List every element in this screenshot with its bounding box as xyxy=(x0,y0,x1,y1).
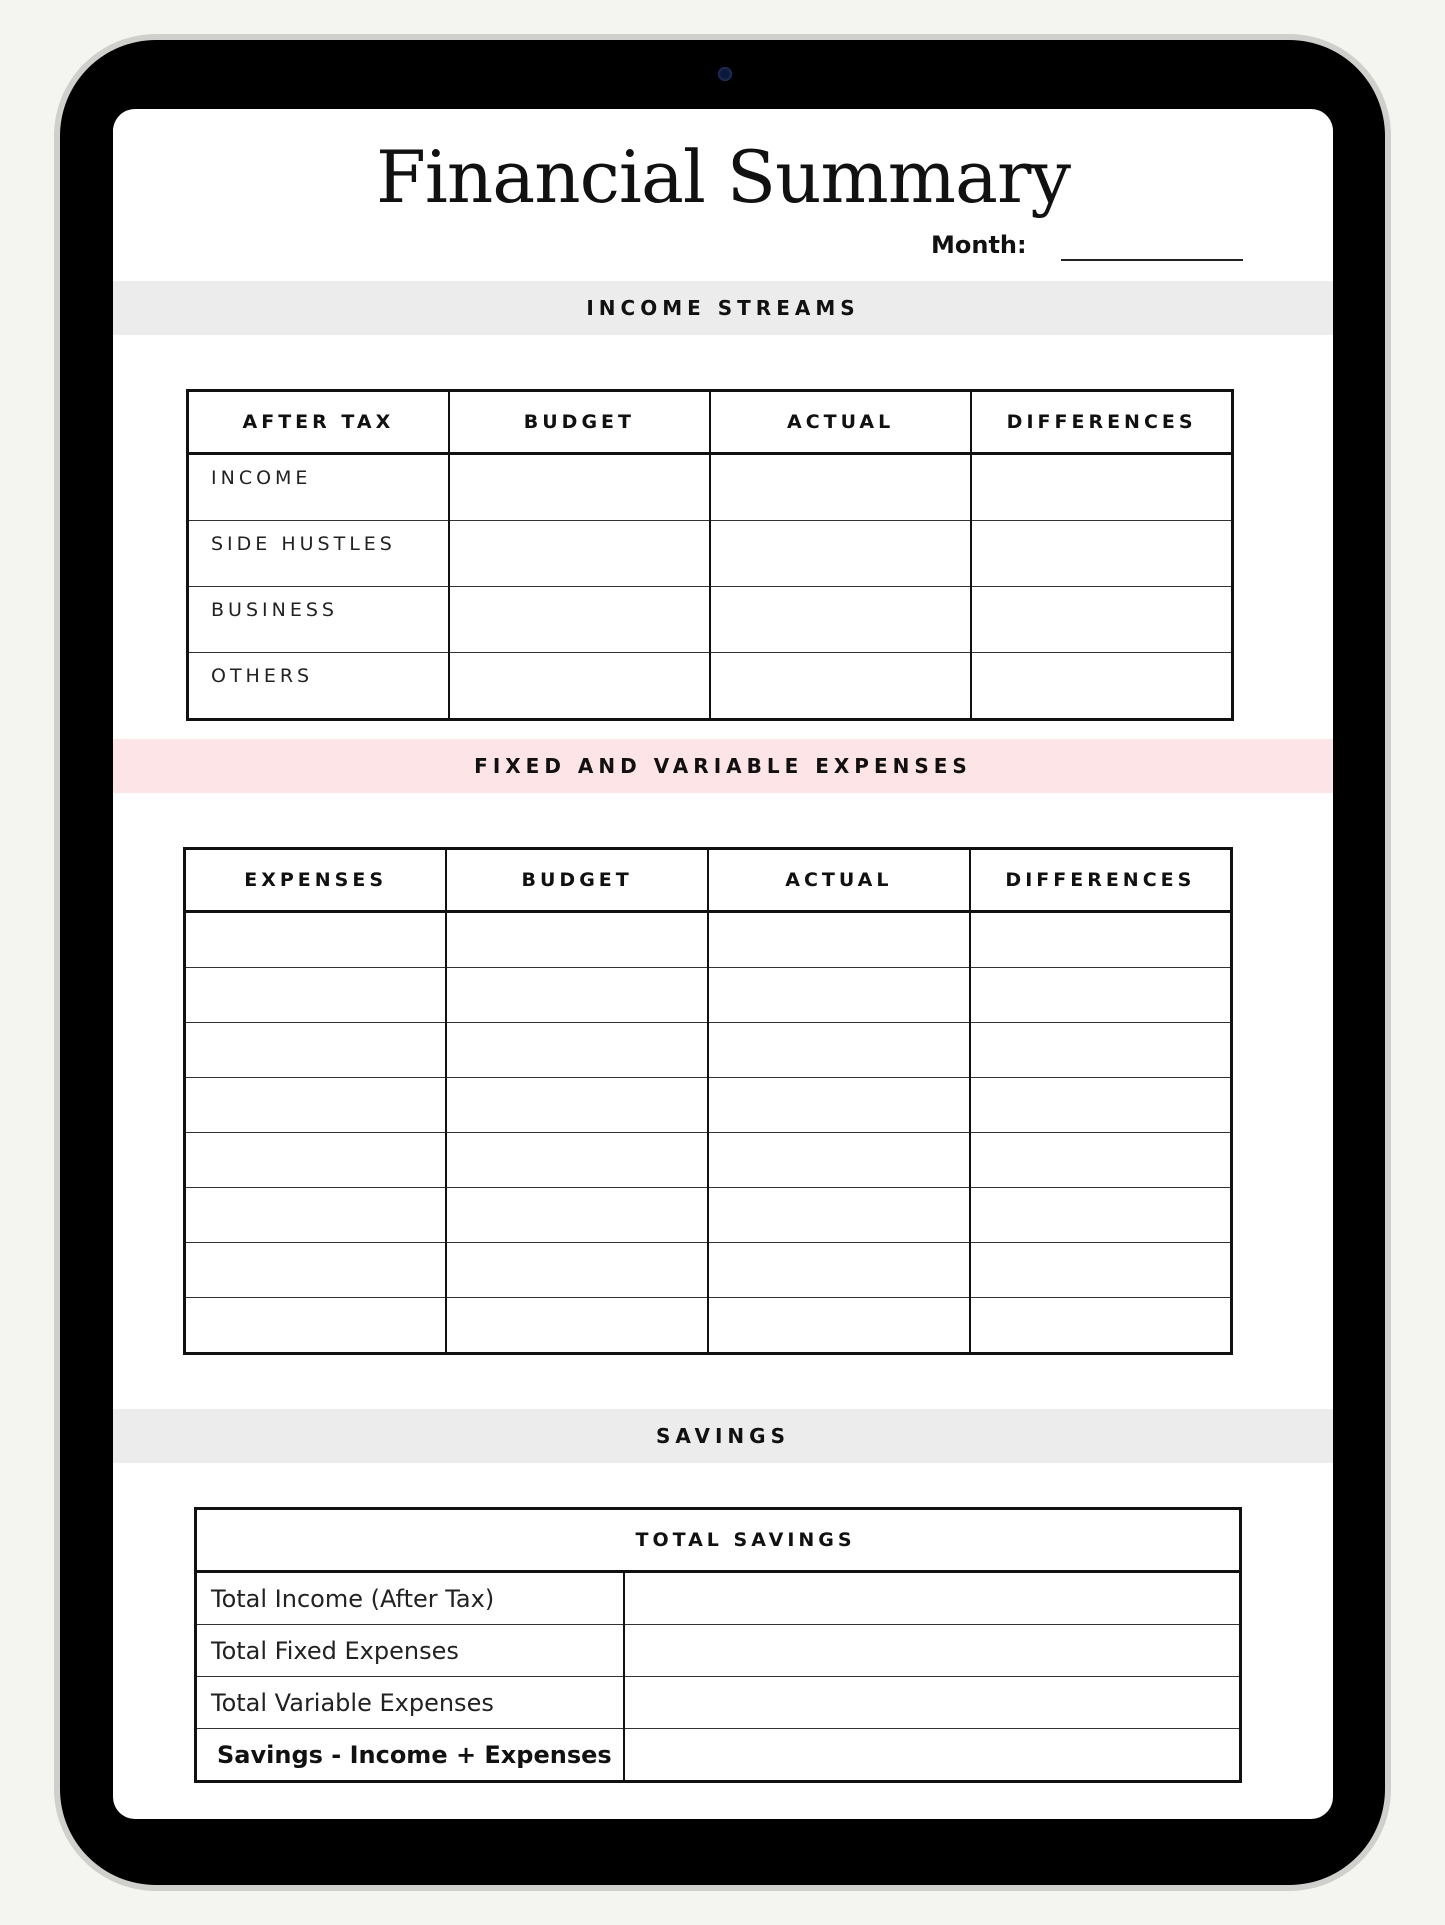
expenses-cell[interactable] xyxy=(970,1078,1232,1133)
expenses-cell[interactable] xyxy=(708,912,970,968)
page-title: Financial Summary xyxy=(375,135,1071,219)
savings-row-label: Savings - Income + Expenses xyxy=(196,1729,624,1782)
expenses-row xyxy=(185,1023,1232,1078)
expenses-cell[interactable] xyxy=(708,1243,970,1298)
expenses-cell[interactable] xyxy=(708,1298,970,1354)
income-row-label: BUSINESS xyxy=(188,587,449,653)
expenses-cell[interactable] xyxy=(970,1243,1232,1298)
income-cell[interactable] xyxy=(971,454,1232,521)
expenses-header-row xyxy=(185,849,1232,912)
expenses-cell[interactable] xyxy=(446,912,708,968)
expenses-cell[interactable] xyxy=(446,1243,708,1298)
income-row-label: OTHERS xyxy=(188,653,449,720)
expenses-cell[interactable] xyxy=(708,1133,970,1188)
income-row-label: SIDE HUSTLES xyxy=(188,521,449,587)
income-cell[interactable] xyxy=(449,587,710,653)
expenses-cell[interactable] xyxy=(185,1133,447,1188)
expenses-cell[interactable] xyxy=(970,968,1232,1023)
expenses-cell[interactable] xyxy=(185,1243,447,1298)
expenses-col-header: EXPENSES xyxy=(185,849,447,912)
income-row-label: INCOME xyxy=(188,454,449,521)
income-col-header: DIFFERENCES xyxy=(971,391,1232,454)
savings-row xyxy=(196,1625,1241,1677)
expenses-cell[interactable] xyxy=(185,1298,447,1354)
expenses-cell[interactable] xyxy=(446,1023,708,1078)
expenses-cell[interactable] xyxy=(446,1078,708,1133)
income-table xyxy=(186,389,1234,721)
document-page xyxy=(113,109,1333,1819)
expenses-table xyxy=(183,847,1233,1355)
savings-row-label: Total Variable Expenses xyxy=(196,1677,624,1729)
income-col-header: BUDGET xyxy=(449,391,710,454)
expenses-cell[interactable] xyxy=(446,1133,708,1188)
income-row xyxy=(188,653,1233,720)
savings-row xyxy=(196,1677,1241,1729)
expenses-row xyxy=(185,1243,1232,1298)
income-section-header: INCOME STREAMS xyxy=(113,281,1333,335)
expenses-row xyxy=(185,912,1232,968)
savings-value-cell[interactable] xyxy=(624,1677,1241,1729)
expenses-cell[interactable] xyxy=(970,1298,1232,1354)
expenses-cell[interactable] xyxy=(970,1133,1232,1188)
month-input-line[interactable] xyxy=(1061,259,1243,261)
savings-row xyxy=(196,1572,1241,1625)
income-row xyxy=(188,454,1233,521)
expenses-section-header: FIXED AND VARIABLE EXPENSES xyxy=(113,739,1333,793)
expenses-cell[interactable] xyxy=(970,1023,1232,1078)
income-cell[interactable] xyxy=(971,587,1232,653)
expenses-cell[interactable] xyxy=(185,912,447,968)
expenses-col-header: DIFFERENCES xyxy=(970,849,1232,912)
savings-value-cell[interactable] xyxy=(624,1729,1241,1782)
income-cell[interactable] xyxy=(971,653,1232,720)
income-col-header: ACTUAL xyxy=(710,391,971,454)
expenses-cell[interactable] xyxy=(708,1023,970,1078)
savings-row xyxy=(196,1729,1241,1782)
income-cell[interactable] xyxy=(710,454,971,521)
income-cell[interactable] xyxy=(449,454,710,521)
expenses-row xyxy=(185,1298,1232,1354)
savings-header-row xyxy=(196,1509,1241,1572)
income-cell[interactable] xyxy=(449,653,710,720)
savings-table xyxy=(194,1507,1242,1783)
expenses-cell[interactable] xyxy=(446,968,708,1023)
camera-icon xyxy=(718,67,732,81)
expenses-cell[interactable] xyxy=(185,968,447,1023)
month-label: Month: xyxy=(931,231,1027,259)
expenses-col-header: ACTUAL xyxy=(708,849,970,912)
income-cell[interactable] xyxy=(971,521,1232,587)
income-row xyxy=(188,521,1233,587)
expenses-cell[interactable] xyxy=(970,912,1232,968)
expenses-cell[interactable] xyxy=(185,1078,447,1133)
expenses-col-header: BUDGET xyxy=(446,849,708,912)
income-cell[interactable] xyxy=(710,653,971,720)
expenses-row xyxy=(185,1188,1232,1243)
income-header-row xyxy=(188,391,1233,454)
expenses-row xyxy=(185,1133,1232,1188)
expenses-cell[interactable] xyxy=(446,1188,708,1243)
income-cell[interactable] xyxy=(449,521,710,587)
expenses-cell[interactable] xyxy=(185,1023,447,1078)
expenses-cell[interactable] xyxy=(708,1078,970,1133)
income-cell[interactable] xyxy=(710,521,971,587)
savings-value-cell[interactable] xyxy=(624,1572,1241,1625)
expenses-cell[interactable] xyxy=(970,1188,1232,1243)
expenses-cell[interactable] xyxy=(708,968,970,1023)
expenses-cell[interactable] xyxy=(185,1188,447,1243)
income-col-header: AFTER TAX xyxy=(188,391,449,454)
expenses-cell[interactable] xyxy=(446,1298,708,1354)
savings-row-label: Total Income (After Tax) xyxy=(196,1572,624,1625)
expenses-row xyxy=(185,968,1232,1023)
savings-section-header: SAVINGS xyxy=(113,1409,1333,1463)
income-row xyxy=(188,587,1233,653)
expenses-cell[interactable] xyxy=(708,1188,970,1243)
expenses-row xyxy=(185,1078,1232,1133)
income-cell[interactable] xyxy=(710,587,971,653)
total-savings-header: TOTAL SAVINGS xyxy=(624,1509,1241,1572)
savings-value-cell[interactable] xyxy=(624,1625,1241,1677)
savings-row-label: Total Fixed Expenses xyxy=(196,1625,624,1677)
savings-blank-header xyxy=(196,1509,624,1572)
